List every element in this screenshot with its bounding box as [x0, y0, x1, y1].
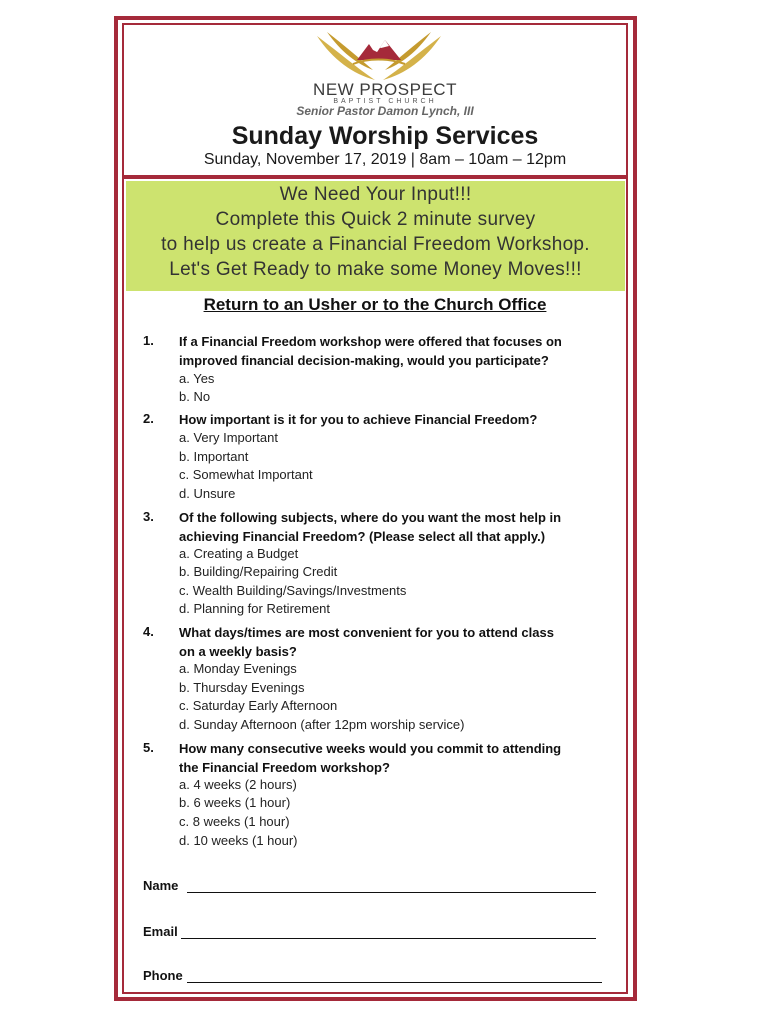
answer-option[interactable]: b. No: [179, 389, 211, 404]
church-name: NEW PROSPECT: [313, 80, 457, 99]
question-number: 4.: [143, 624, 154, 639]
answer-option[interactable]: b. Building/Repairing Credit: [179, 564, 338, 579]
question-line: achieving Financial Freedom? (Please select all that apply.): [179, 529, 546, 544]
question-text: [179, 332, 609, 370]
banner-line: Complete this Quick 2 minute survey: [215, 209, 536, 230]
question-line: How many consecutive weeks would you commit to attending: [179, 741, 562, 756]
phone-label: Phone: [143, 968, 183, 983]
question-text: [179, 508, 609, 546]
answer-option[interactable]: a. Yes: [179, 371, 215, 386]
answer-option[interactable]: a. Creating a Budget: [179, 546, 299, 561]
question-line: If a Financial Freedom workshop were offered that focuses on: [179, 334, 562, 349]
phone-field[interactable]: [187, 982, 602, 983]
banner-line: to help us create a Financial Freedom Workshop.: [161, 234, 590, 255]
answer-option[interactable]: b. Important: [179, 449, 249, 464]
service-date: Sunday, November 17, 2019 | 8am – 10am – 12pm: [203, 151, 567, 168]
answer-option[interactable]: b. 6 weeks (1 hour): [179, 795, 291, 810]
question-number: 2.: [143, 411, 154, 426]
page-title: Sunday Worship Services: [231, 122, 539, 150]
question-text: [179, 623, 609, 661]
question-number: 3.: [143, 509, 154, 524]
question-number: 1.: [143, 333, 154, 348]
return-instructions: Return to an Usher or to the Church Office: [203, 295, 547, 314]
answer-option[interactable]: d. Sunday Afternoon (after 12pm worship service): [179, 717, 465, 732]
question-number: 5.: [143, 740, 154, 755]
question-line: What days/times are most convenient for you to attend class: [179, 625, 554, 640]
answer-option[interactable]: d. Planning for Retirement: [179, 601, 331, 616]
question-line: on a weekly basis?: [179, 644, 297, 659]
answer-option[interactable]: d. Unsure: [179, 486, 236, 501]
banner-line: We Need Your Input!!!: [279, 184, 472, 205]
answer-option[interactable]: a. Monday Evenings: [179, 661, 297, 676]
header-divider: [122, 175, 628, 179]
answer-option[interactable]: a. 4 weeks (2 hours): [179, 777, 297, 792]
question-text: [179, 739, 609, 777]
question-line: the Financial Freedom workshop?: [179, 760, 390, 775]
pastor-name: Senior Pastor Damon Lynch, III: [296, 104, 474, 118]
answer-option[interactable]: c. Somewhat Important: [179, 467, 313, 482]
name-label: Name: [143, 878, 179, 893]
question-line: improved financial decision-making, would you participate?: [179, 353, 549, 368]
answer-option[interactable]: c. Saturday Early Afternoon: [179, 698, 338, 713]
email-field[interactable]: [181, 938, 596, 939]
name-field[interactable]: [187, 892, 596, 893]
question-line: Of the following subjects, where do you want the most help in: [179, 510, 562, 525]
question-line: How important is it for you to achieve Financial Freedom?: [179, 412, 538, 427]
question-text: [179, 410, 609, 429]
answer-option[interactable]: d. 10 weeks (1 hour): [179, 833, 298, 848]
banner-line: Let's Get Ready to make some Money Moves!!!: [169, 259, 582, 280]
answer-option[interactable]: c. Wealth Building/Savings/Investments: [179, 583, 407, 598]
church-subtitle: BAPTIST CHURCH: [333, 98, 437, 105]
email-label: Email: [143, 924, 178, 939]
church-logo-icon: [313, 30, 445, 84]
answer-option[interactable]: c. 8 weeks (1 hour): [179, 814, 290, 829]
answer-option[interactable]: b. Thursday Evenings: [179, 680, 305, 695]
answer-option[interactable]: a. Very Important: [179, 430, 278, 445]
